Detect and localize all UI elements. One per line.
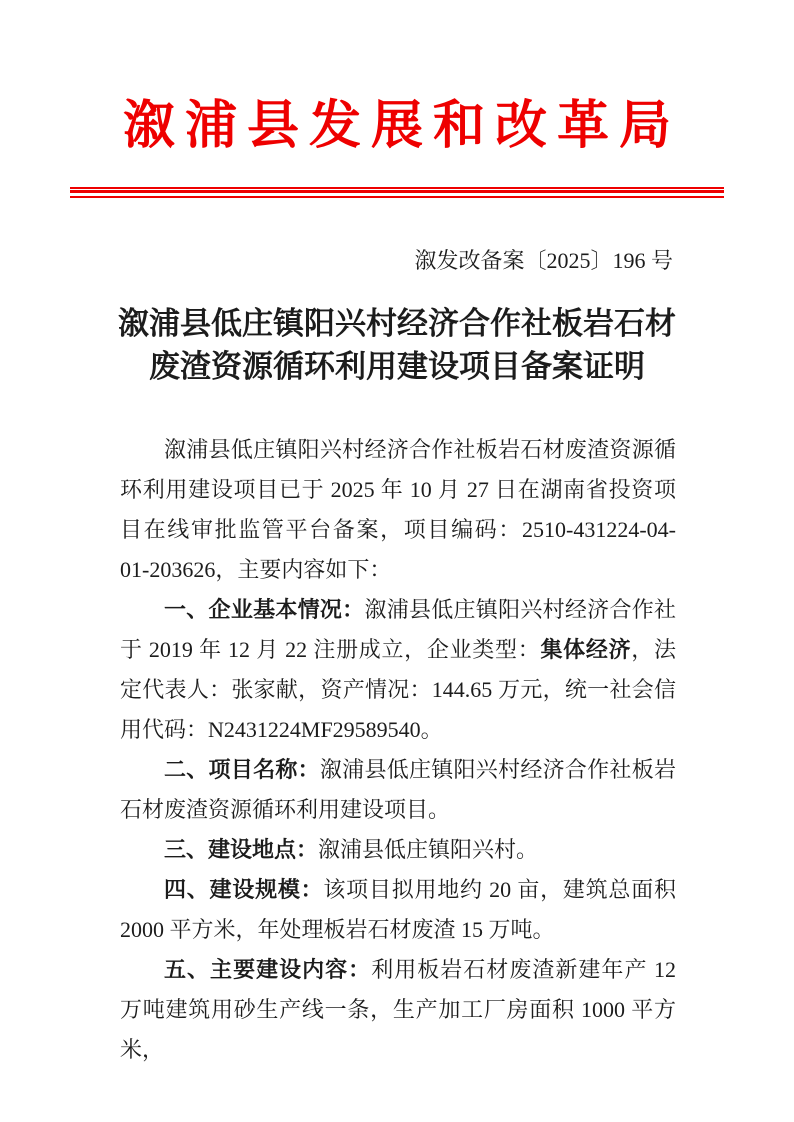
document-title bbox=[60, 302, 734, 388]
document-number: 溆发改备案〔2025〕196 号 bbox=[414, 248, 673, 273]
paragraph bbox=[120, 950, 676, 1070]
body-text: 溆浦县低庄镇阳兴村经济合作社于 2019 年 12 月 22 注册成立，企业类型： bbox=[120, 597, 676, 662]
document-title-line-2: 废渣资源循环利用建设项目备案证明 bbox=[149, 349, 645, 384]
emphasis-text: 一、企业基本情况： bbox=[164, 597, 365, 622]
body-text: 溆浦县低庄镇阳兴村经济合作社板岩石材废渣资源循环利用建设项目已于 2025 年 10 月 27 日在湖南省投资项目在线审批监管平台备案，项目编码：2510-431224-04-01-203626，主要内容如下： bbox=[120, 437, 676, 582]
emphasis-text: 二、项目名称： bbox=[164, 757, 320, 782]
emphasis-text: 三、建设地点： bbox=[164, 837, 319, 862]
body-text: 溆浦县低庄镇阳兴村经济合作社板岩石材废渣资源循环利用建设项目。 bbox=[120, 757, 676, 822]
paragraph bbox=[120, 870, 676, 950]
document-title-line-1: 溆浦县低庄镇阳兴村经济合作社板岩石材 bbox=[118, 306, 676, 341]
paragraph bbox=[120, 750, 676, 830]
paragraph bbox=[120, 830, 676, 870]
paragraph bbox=[120, 430, 676, 590]
body-text: 该项目拟用地约 20 亩，建筑总面积 2000 平方米，年处理板岩石材废渣 15 万吨。 bbox=[120, 877, 676, 942]
emphasis-text: 四、建设规模： bbox=[164, 877, 324, 902]
body-text: 溆浦县低庄镇阳兴村。 bbox=[318, 837, 539, 862]
body-text: 利用板岩石材废渣新建年产 12 万吨建筑用砂生产线一条，生产加工厂房面积 1000 平方米， bbox=[120, 957, 676, 1062]
body-text: ，法定代表人：张家献，资产情况：144.65 万元，统一社会信用代码：N2431224MF29589540。 bbox=[120, 637, 676, 742]
agency-title: 溆浦县发展和改革局 bbox=[122, 97, 681, 155]
emphasis-text: 五、主要建设内容： bbox=[164, 957, 372, 982]
emphasis-text: 集体经济 bbox=[540, 637, 632, 662]
paragraph bbox=[120, 590, 676, 750]
header-divider-line-bottom bbox=[70, 196, 724, 198]
document-body bbox=[120, 430, 676, 1070]
header-divider bbox=[70, 187, 724, 198]
